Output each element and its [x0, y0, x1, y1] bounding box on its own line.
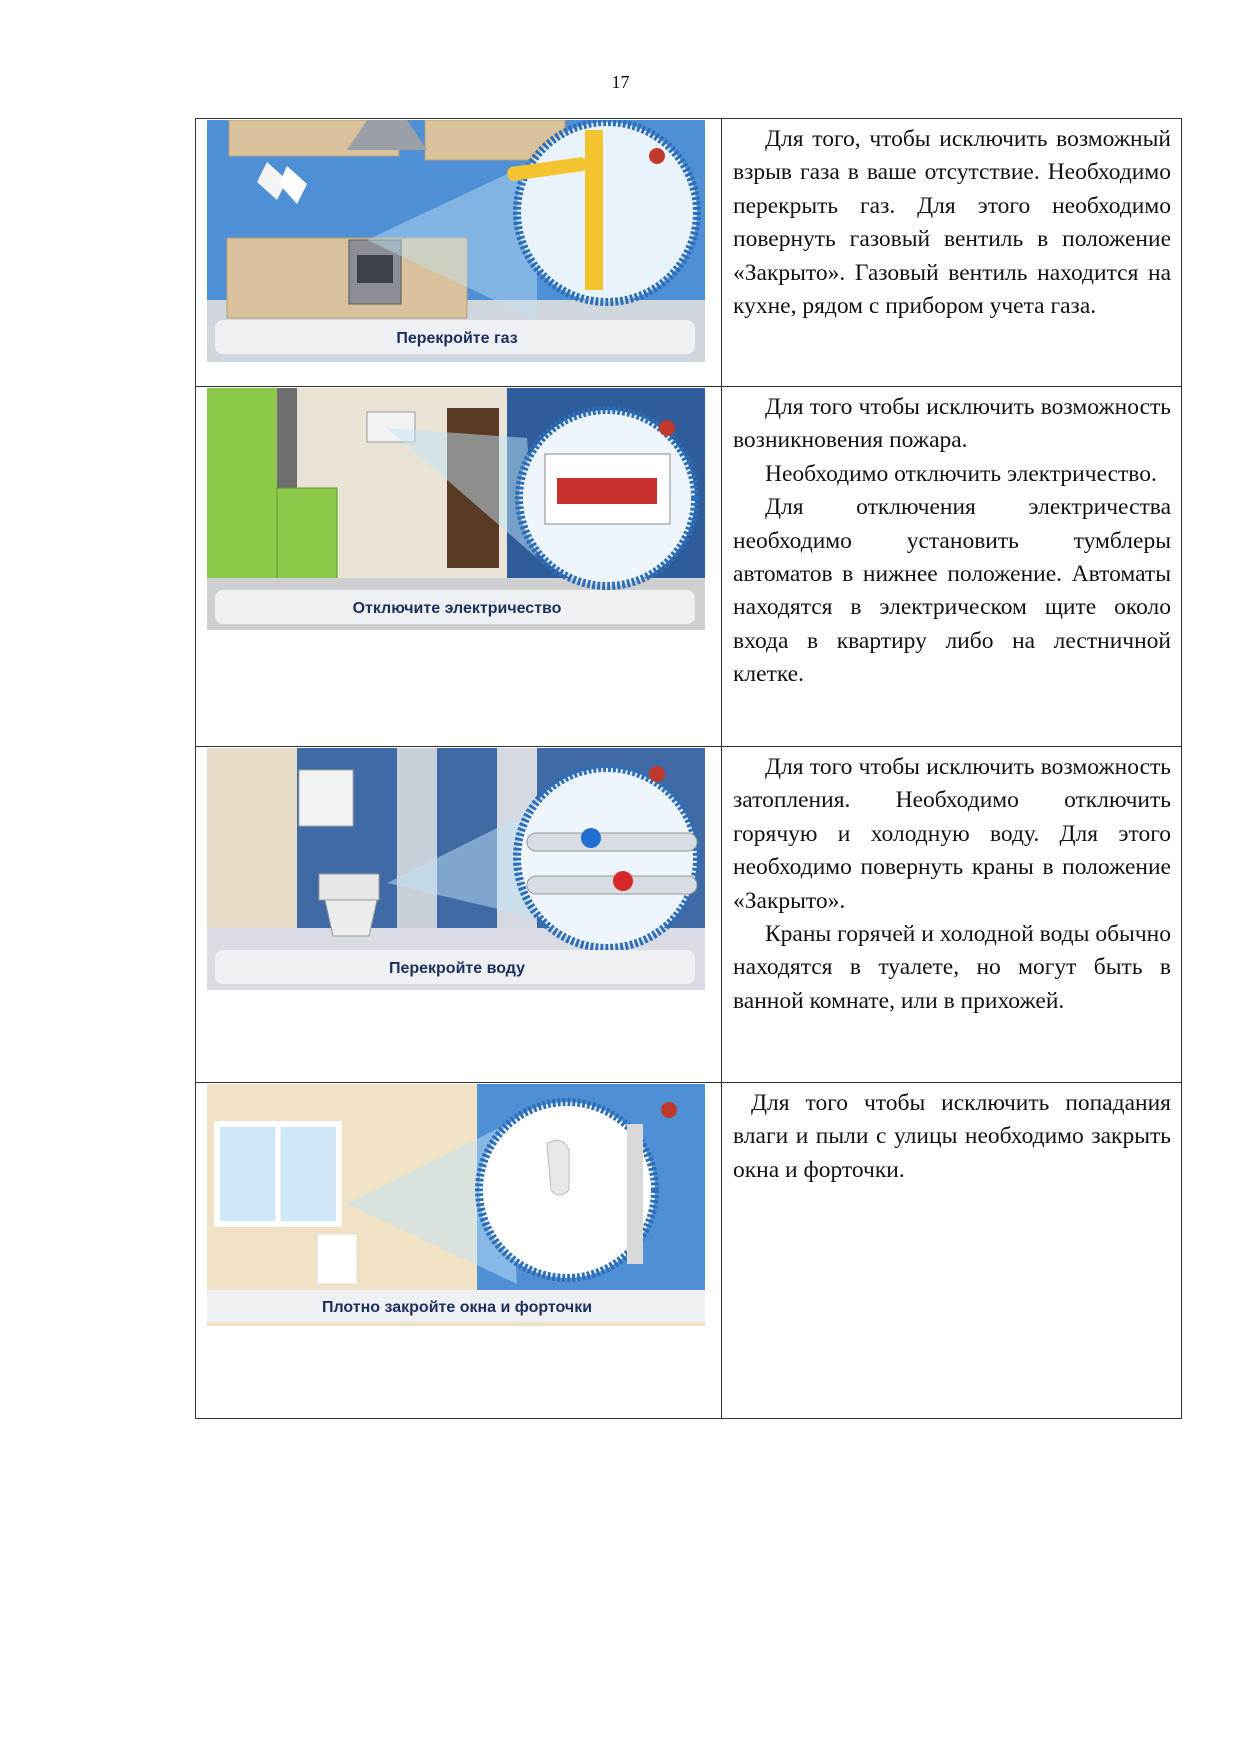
table-row-water [196, 747, 1182, 1083]
paragraph: Краны горячей и холодной воды обычно находятся в туалете, но могут быть в ванной комнате, или в прихожей. [733, 921, 1171, 1014]
page-number: 17 [611, 72, 630, 92]
image-caption: Плотно закройте окна и форточки [321, 1299, 593, 1316]
instructions-table [195, 118, 1182, 1419]
image-cell-gas [196, 119, 722, 387]
gas-valve-illustration [207, 120, 705, 362]
emblem-icon [649, 766, 665, 782]
text-cell-windows [722, 1083, 1182, 1419]
image-caption: Отключите электричество [352, 600, 562, 617]
image-cell-electricity [196, 387, 722, 747]
window-illustration [207, 1084, 705, 1326]
image-caption: Перекройте воду [388, 960, 526, 977]
water-valve-illustration [207, 748, 705, 990]
table-row-windows [196, 1083, 1182, 1419]
text-cell-electricity [722, 387, 1182, 747]
paragraph: Для того чтобы исключить возможность затопления. Необходимо отключить горячую и холодную воду. Для этого необходимо повернуть краны в положение «Закрыто». [733, 754, 1171, 914]
paragraph: Для того чтобы исключить возможность возникновения пожара. [733, 394, 1171, 454]
table-row-gas [196, 119, 1182, 387]
image-cell-windows [196, 1083, 722, 1419]
paragraph: Для того чтобы исключить попадания влаги и пыли с улицы необходимо закрыть окна и форточки. [733, 1090, 1171, 1183]
emblem-icon [649, 148, 665, 164]
paragraph: Для отключения электричества необходимо установить тумблеры автоматов в нижнее положение. Автоматы находятся в электрическом щите около входа в квартиру либо на лестничной клетке. [733, 494, 1171, 688]
image-cell-water [196, 747, 722, 1083]
emblem-icon [659, 420, 675, 436]
paragraph: Необходимо отключить электричество. [765, 460, 1157, 487]
paragraph: Для того, чтобы исключить возможный взрыв газа в ваше отсутствие. Необходимо перекрыть газ. Для этого необходимо повернуть газовый вентиль в положение «Закрыто». Газовый вентиль находится на кухне, рядом с прибором учета газа. [733, 126, 1171, 320]
text-cell-water [722, 747, 1182, 1083]
electric-panel-illustration [207, 388, 705, 630]
image-caption: Перекройте газ [396, 330, 518, 347]
text-cell-gas [722, 119, 1182, 387]
emblem-icon [661, 1102, 677, 1118]
table-row-electricity [196, 387, 1182, 747]
